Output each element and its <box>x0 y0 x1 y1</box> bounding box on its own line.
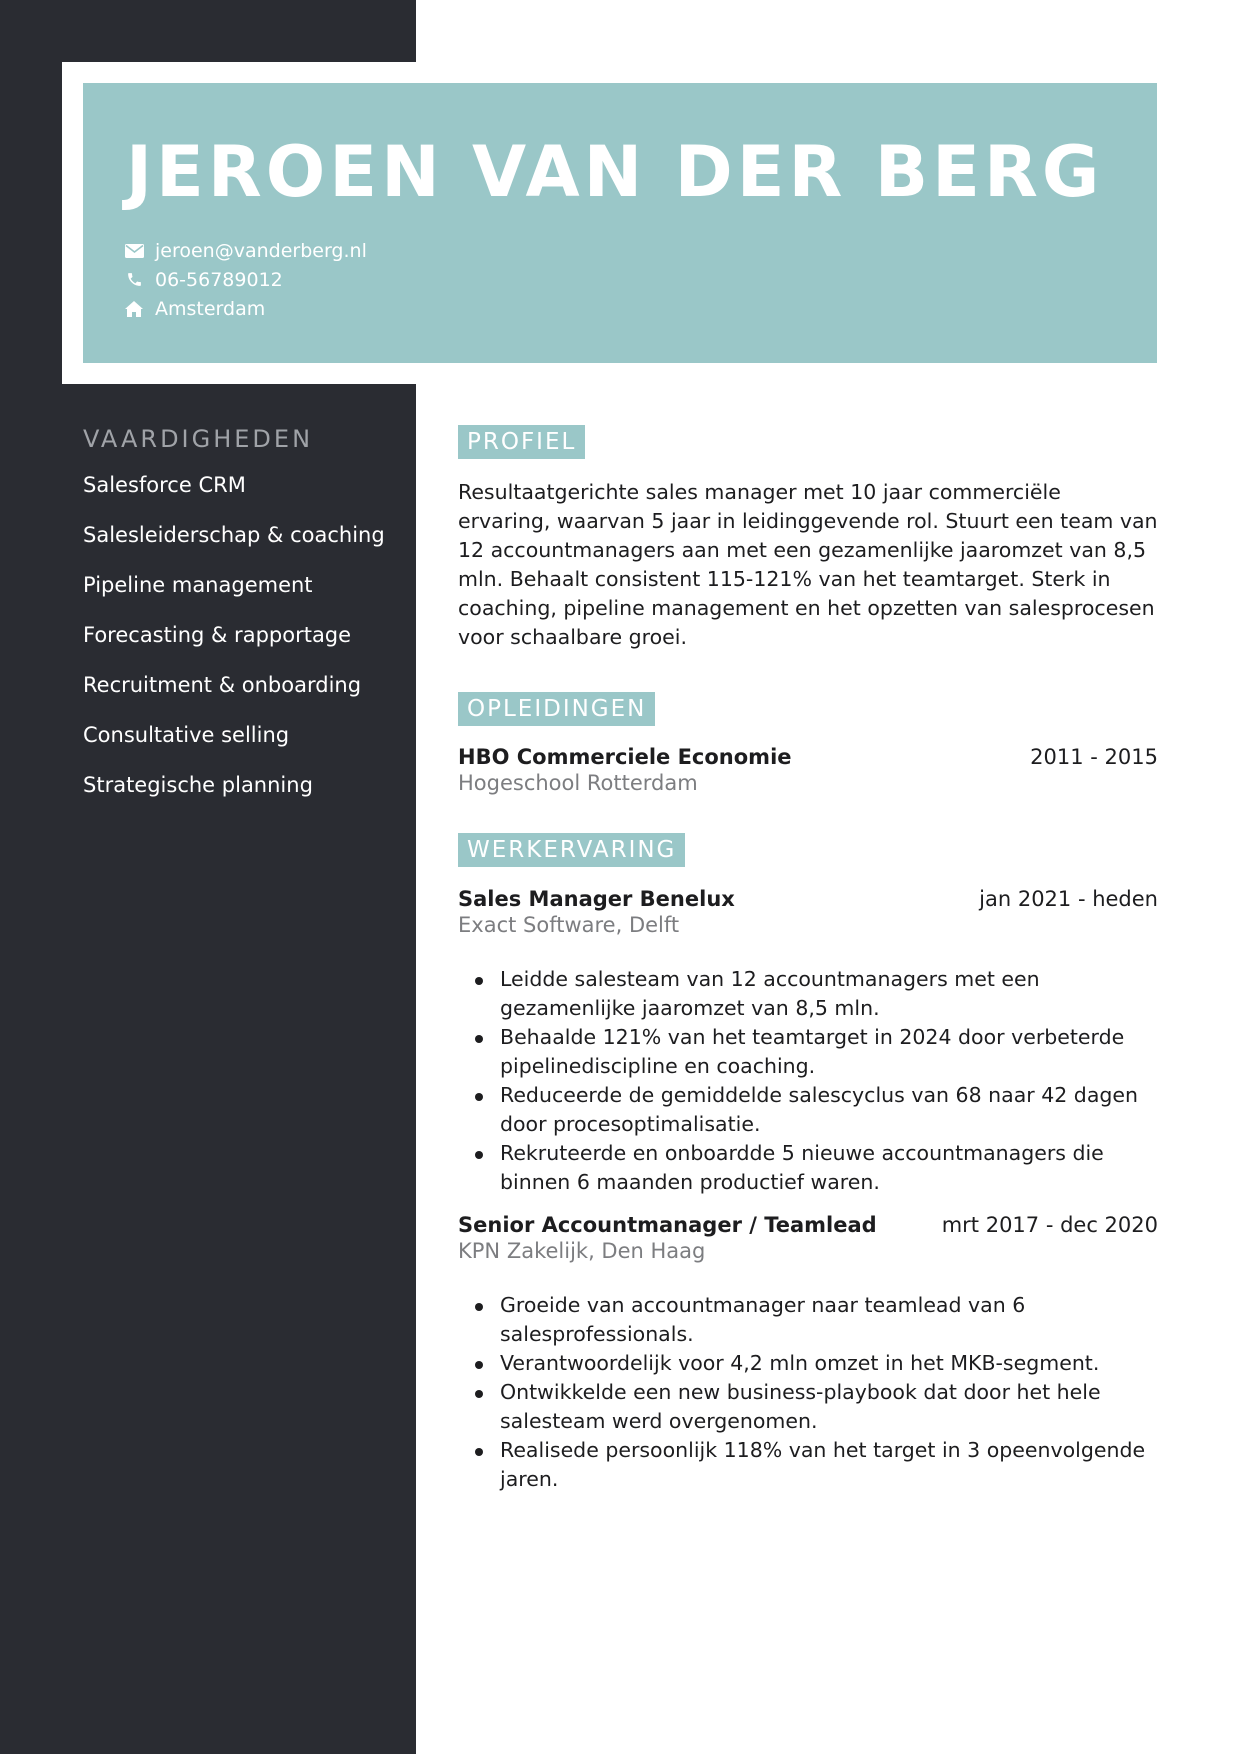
school-name: Hogeschool Rotterdam <box>458 771 698 795</box>
job-role: Senior Accountmanager / Teamlead <box>458 1213 877 1237</box>
contact-email <box>123 236 367 265</box>
job-company: Exact Software, Delft <box>458 913 680 937</box>
envelope-icon <box>123 241 145 261</box>
job-entry <box>458 887 1158 1197</box>
bullet-item: Ontwikkelde een new business-playbook dat door het hele salesteam werd overgenomen. <box>458 1378 1158 1436</box>
skills-title: VAARDIGHEDEN <box>83 425 314 453</box>
bullet-item: Reduceerde de gemiddelde salescyclus van 68 naar 42 dagen door procesoptimalisatie. <box>458 1081 1158 1139</box>
bullet-item: Behaalde 121% van het teamtarget in 2024 door verbeterde pipelinediscipline en coaching. <box>458 1023 1158 1081</box>
education-section <box>458 692 1158 795</box>
job-role: Sales Manager Benelux <box>458 887 735 911</box>
skill-item: Strategische planning <box>83 773 313 797</box>
contact-location <box>123 294 367 323</box>
profile-title: PROFIEL <box>458 425 585 459</box>
job-bullets <box>458 965 1158 1197</box>
header-banner <box>83 83 1157 363</box>
home-icon <box>123 299 145 319</box>
bullet-item: Leidde salesteam van 12 accountmanagers met een gezamenlijke jaaromzet van 8,5 mln. <box>458 965 1158 1023</box>
skill-item: Forecasting & rapportage <box>83 623 352 647</box>
job-company: KPN Zakelijk, Den Haag <box>458 1239 706 1263</box>
phone-text[interactable]: 06-56789012 <box>155 268 283 291</box>
candidate-name: JEROEN VAN DER BERG <box>126 131 1104 213</box>
profile-text: Resultaatgerichte sales manager met 10 jaar commerciële ervaring, waarvan 5 jaar in leidinggevende rol. Stuurt een team van 12 accountmanagers aan met een gezamenlijke jaaromzet van 8,5 mln. Behaalt consistent 115-121% van het teamtarget. Sterk in coaching, pipeline management en het opzetten van salesprocesen voor schaalbare groei. <box>458 480 1158 649</box>
education-title: OPLEIDINGEN <box>458 692 655 726</box>
profile-section <box>458 425 1158 652</box>
contact-list <box>123 236 367 323</box>
skill-item: Consultative selling <box>83 723 290 747</box>
location-text: Amsterdam <box>155 297 266 320</box>
skill-item: Salesleiderschap & coaching <box>83 523 385 547</box>
degree-title: HBO Commerciele Economie <box>458 745 792 769</box>
job-bullets <box>458 1291 1158 1494</box>
bullet-item: Groeide van accountmanager naar teamlead van 6 salesprofessionals. <box>458 1291 1158 1349</box>
job-dates: mrt 2017 - dec 2020 <box>941 1213 1158 1237</box>
education-dates: 2011 - 2015 <box>1030 745 1158 769</box>
skills-section <box>83 425 403 821</box>
bullet-item: Realisede persoonlijk 118% van het target in 3 opeenvolgende jaren. <box>458 1436 1158 1494</box>
job-entry <box>458 1213 1158 1494</box>
main-content <box>458 425 1158 1494</box>
bullet-item: Verantwoordelijk voor 4,2 mln omzet in het MKB-segment. <box>458 1349 1158 1378</box>
email-text[interactable]: jeroen@vanderberg.nl <box>155 239 367 262</box>
skill-item: Pipeline management <box>83 573 313 597</box>
work-title: WERKERVARING <box>458 833 685 867</box>
bullet-item: Rekruteerde en onboardde 5 nieuwe accountmanagers die binnen 6 maanden productief waren. <box>458 1139 1158 1197</box>
contact-phone <box>123 265 367 294</box>
skill-item: Salesforce CRM <box>83 473 246 497</box>
skill-item: Recruitment & onboarding <box>83 673 362 697</box>
education-entry <box>458 745 1158 769</box>
job-dates: jan 2021 - heden <box>979 887 1158 911</box>
work-section <box>458 833 1158 1494</box>
phone-icon <box>123 270 145 290</box>
